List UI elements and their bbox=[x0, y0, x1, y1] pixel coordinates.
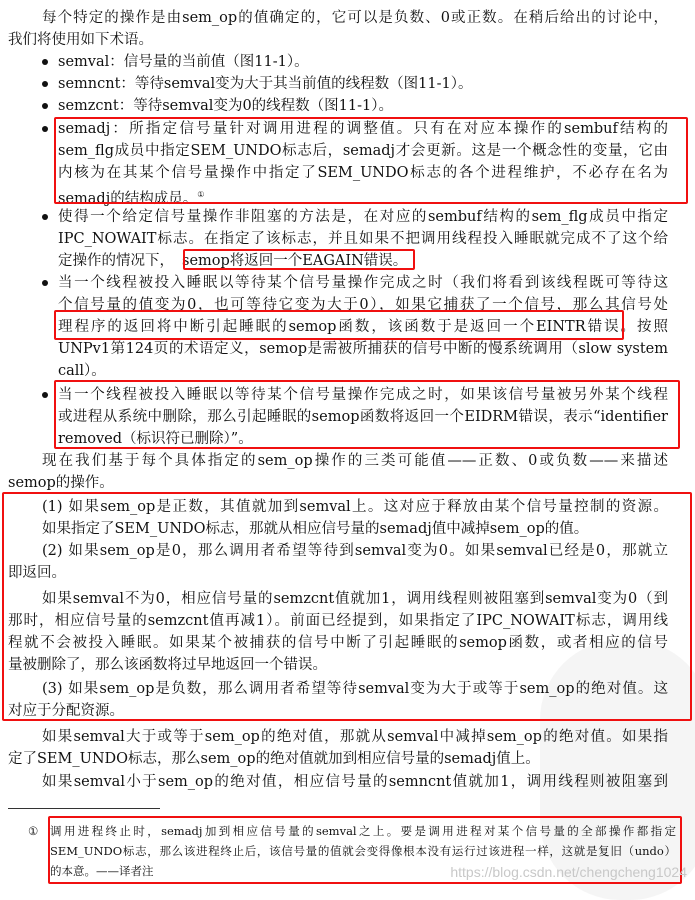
text-line: semop的操作。 bbox=[8, 475, 114, 491]
bullet-icon bbox=[42, 59, 48, 65]
text-line: (3) 如果sem_op是负数，那么调用者希望等待semval变为大于或等于sem_op的绝对值。这 bbox=[42, 681, 668, 697]
text-line: UNPv1第124页的术语定义，semop是需被所捕获的信号中断的慢系统调用（slow system bbox=[58, 341, 668, 357]
text-line: call）。 bbox=[58, 363, 106, 379]
text-line: 理程序的返回将中断引起睡眠的semop函数，该函数于是返回一个EINTR错误。按照 bbox=[58, 319, 668, 335]
bullet-icon bbox=[42, 103, 48, 109]
bullet-icon bbox=[42, 126, 48, 132]
text-line: 个信号量的值变为0，也可等待它变为大于0），如果它捕获了一个信号，那么其信号处 bbox=[58, 297, 668, 313]
term-semncnt: semncnt：等待semval变为大于其当前值的线程数（图11-1）。 bbox=[58, 76, 473, 92]
text-line: 量被删除了，那么该函数将过早地返回一个错误。 bbox=[8, 657, 327, 673]
text-line: 对应于分配资源。 bbox=[8, 703, 124, 719]
text-line: 调用进程终止时，semadj加到相应信号量的semval之上。要是调用进程对某个信号量的全部操作都指定 bbox=[50, 824, 676, 838]
text-line: 每个特定的操作是由sem_op的值确定的，它可以是负数、0或正数。在稍后给出的讨论中， bbox=[42, 10, 668, 26]
text-line: 使得一个给定信号量操作非阻塞的方法是，在对应的sembuf结构的sem_flg成员中指定 bbox=[58, 209, 668, 225]
text-line: 当一个线程被投入睡眠以等待某个信号量操作完成之时（我们将看到该线程既可等待这 bbox=[58, 275, 668, 291]
highlighted-text: semop将返回一个EAGAIN错误。 bbox=[182, 253, 408, 269]
text-line: removed（标识符已删除）”。 bbox=[58, 431, 253, 447]
footnote-divider bbox=[8, 808, 160, 809]
text-line: SEM_UNDO标志，那么该进程终止后，该信号量的值就会变得像根本没有运行过该进程一样，这就是复旧（undo） bbox=[50, 844, 676, 858]
text-line: (1) 如果sem_op是正数，其值就加到semval上。这对应于释放由某个信号量控制的资源。 bbox=[42, 499, 668, 515]
text-line: 的本意。——译者注 bbox=[50, 864, 154, 878]
text-line: 那时，相应信号量的semzcnt值再减1）。前面已经提到，如果指定了IPC_NOWAIT标志，调用线 bbox=[8, 613, 668, 629]
watermark-url: https://blog.csdn.net/chengcheng1024 bbox=[450, 864, 687, 880]
text-line: 现在我们基于每个具体指定的sem_op操作的三类可能值——正数、0或负数——来描述 bbox=[42, 453, 668, 469]
term-semzcnt: semzcnt：等待semval变为0的线程数（图11-1）。 bbox=[58, 98, 393, 114]
text-line: 内核为在其某个信号量操作中指定了SEM_UNDO标志的各个进程维护，不必存在名为 bbox=[58, 165, 668, 181]
text-line: 程就不会被投入睡眠。如果某个被捕获的信号中断了引起睡眠的semop函数，或者相应的信号 bbox=[8, 635, 668, 651]
highlight-box-cases bbox=[2, 492, 692, 721]
text-line: (2) 如果sem_op是0，那么调用者希望等待到semval变为0。如果semval已经是0，那就立 bbox=[42, 543, 668, 559]
text: 定操作的情况下， bbox=[58, 253, 174, 269]
text-line: 或进程从系统中删除，那么引起睡眠的semop函数将返回一个EIDRM错误，表示“identifier bbox=[58, 409, 668, 425]
footnote-marker: ① bbox=[28, 824, 39, 838]
text-line: 即返回。 bbox=[8, 565, 66, 581]
text-line: 我们将使用如下术语。 bbox=[8, 32, 153, 48]
text: semadj的结构成员。 bbox=[58, 190, 198, 207]
text-line: sem_flg成员中指定SEM_UNDO标志后，semadj才会更新。这是一个概念性的变量，它由 bbox=[58, 143, 668, 159]
highlight-box-semadj bbox=[54, 117, 688, 204]
bullet-icon bbox=[42, 81, 48, 87]
bullet-icon bbox=[42, 280, 48, 286]
footnote-ref: ① bbox=[197, 190, 205, 199]
highlight-box-eagain bbox=[183, 249, 415, 270]
text-line: 如果semval小于sem_op的绝对值，相应信号量的semncnt值就加1，调用线程则被阻塞到 bbox=[42, 774, 668, 790]
term-semval: semval：信号量的当前值（图11-1）。 bbox=[58, 54, 309, 70]
text-line: 如果指定了SEM_UNDO标志，那就从相应信号量的semadj值中减掉sem_op的值。 bbox=[42, 521, 589, 537]
text-line: IPC_NOWAIT标志。在指定了该标志，并且如果不把调用线程投入睡眠就完成不了这个给 bbox=[58, 231, 668, 247]
text-line: 如果semval不为0，相应信号量的semzcnt值就加1，调用线程则被阻塞到semval变为0（到 bbox=[42, 591, 668, 607]
highlight-box-eintr bbox=[54, 310, 624, 340]
text-line: 定了SEM_UNDO标志，那么sem_op的绝对值就加到相应信号量的semadj值上。 bbox=[8, 751, 540, 767]
text-line: semadj：所指定信号量针对调用进程的调整值。只有在对应本操作的sembuf结构的 bbox=[58, 121, 668, 137]
bullet-icon bbox=[42, 392, 48, 398]
text-line: 如果semval大于或等于sem_op的绝对值，那就从semval中减掉sem_op的绝对值。如果指 bbox=[42, 729, 668, 745]
bullet-icon bbox=[42, 214, 48, 220]
highlight-box-eidrm bbox=[54, 380, 680, 449]
text-line: 当一个线程被投入睡眠以等待某个信号量操作完成之时，如果该信号量被另外某个线程 bbox=[58, 387, 668, 403]
